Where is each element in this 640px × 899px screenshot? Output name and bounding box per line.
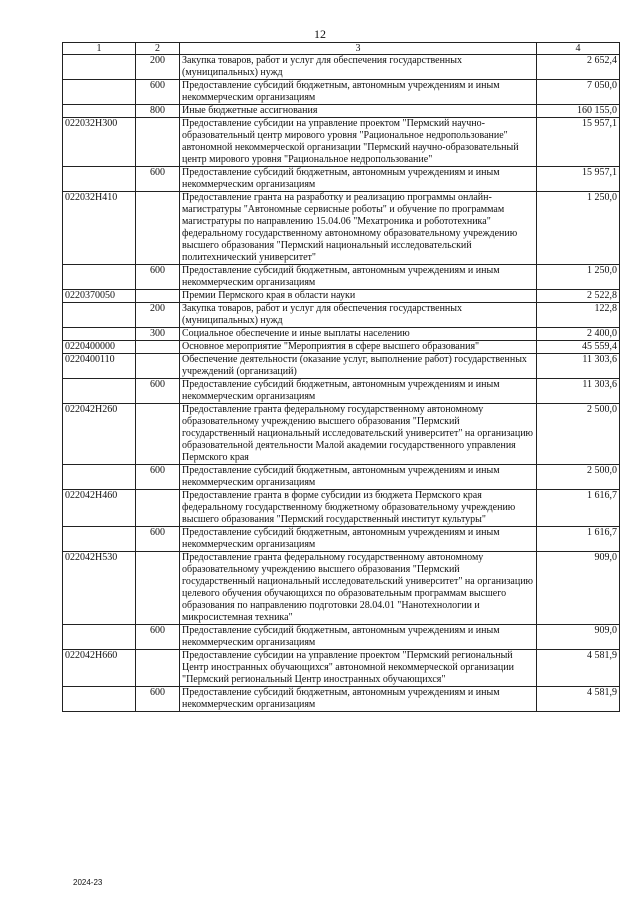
row-expense-type: 600	[136, 379, 180, 404]
table-row	[63, 265, 620, 290]
row-amount: 1 616,7	[537, 490, 620, 527]
row-description: Предоставление субсидий бюджетным, автономным учреждениям и иным некоммерческим организациям	[180, 465, 537, 490]
row-description: Предоставление гранта федеральному государственному автономному образовательному учреждению высшего образования "Пермский государственный национальный исследовательский университет" на организацию образовательной деятельности Малой академии государственного управления Пермского края	[180, 404, 537, 465]
row-expense-type: 200	[136, 55, 180, 80]
row-expense-type	[136, 341, 180, 354]
table-row	[63, 379, 620, 404]
table-row	[63, 55, 620, 80]
row-description: Предоставление субсидий бюджетным, автономным учреждениям и иным некоммерческим организациям	[180, 625, 537, 650]
table-row	[63, 290, 620, 303]
table-row	[63, 192, 620, 265]
row-description: Иные бюджетные ассигнования	[180, 105, 537, 118]
row-code	[63, 167, 136, 192]
row-code	[63, 465, 136, 490]
row-expense-type	[136, 552, 180, 625]
row-description: Предоставление субсидий бюджетным, автономным учреждениям и иным некоммерческим организациям	[180, 527, 537, 552]
row-expense-type: 600	[136, 527, 180, 552]
row-code: 0220400110	[63, 354, 136, 379]
row-code	[63, 265, 136, 290]
table-row	[63, 527, 620, 552]
row-code: 022042Н530	[63, 552, 136, 625]
row-code: 022042Н260	[63, 404, 136, 465]
table-row	[63, 490, 620, 527]
row-expense-type	[136, 490, 180, 527]
row-description: Социальное обеспечение и иные выплаты населению	[180, 328, 537, 341]
row-expense-type: 600	[136, 625, 180, 650]
table-row	[63, 80, 620, 105]
row-description: Предоставление субсидий бюджетным, автономным учреждениям и иным некоммерческим организациям	[180, 167, 537, 192]
table-row	[63, 167, 620, 192]
table-row	[63, 465, 620, 490]
header-row	[63, 43, 620, 55]
row-amount: 15 957,1	[537, 167, 620, 192]
row-description: Предоставление субсидий бюджетным, автономным учреждениям и иным некоммерческим организациям	[180, 379, 537, 404]
row-description: Премии Пермского края в области науки	[180, 290, 537, 303]
row-expense-type	[136, 650, 180, 687]
row-code: 022032Н410	[63, 192, 136, 265]
row-expense-type	[136, 118, 180, 167]
row-expense-type: 300	[136, 328, 180, 341]
row-code: 0220400000	[63, 341, 136, 354]
row-amount: 1 250,0	[537, 265, 620, 290]
row-amount: 2 500,0	[537, 404, 620, 465]
header-col-2: 2	[136, 43, 180, 55]
row-expense-type: 600	[136, 167, 180, 192]
table-row	[63, 625, 620, 650]
document-footer-code: 2024-23	[73, 878, 103, 887]
row-code: 0220370050	[63, 290, 136, 303]
row-code	[63, 527, 136, 552]
row-expense-type: 600	[136, 687, 180, 712]
table-row	[63, 404, 620, 465]
row-description: Предоставление субсидий бюджетным, автономным учреждениям и иным некоммерческим организациям	[180, 265, 537, 290]
row-description: Предоставление субсидии на управление проектом "Пермский региональный Центр иностранных обучающихся" автономной некоммерческой организации "Пермский региональный Центр иностранных обучающихся"	[180, 650, 537, 687]
row-code	[63, 379, 136, 404]
row-code: 022032Н300	[63, 118, 136, 167]
table-row	[63, 328, 620, 341]
row-amount: 11 303,6	[537, 379, 620, 404]
row-amount: 4 581,9	[537, 650, 620, 687]
row-code	[63, 687, 136, 712]
row-amount: 45 559,4	[537, 341, 620, 354]
row-description: Предоставление гранта в форме субсидии из бюджета Пермского края федеральному государственному бюджетному образовательному учреждению высшего образования "Пермский государственный институт культуры"	[180, 490, 537, 527]
row-code	[63, 80, 136, 105]
row-code	[63, 328, 136, 341]
row-amount: 160 155,0	[537, 105, 620, 118]
row-amount: 4 581,9	[537, 687, 620, 712]
row-amount: 15 957,1	[537, 118, 620, 167]
row-description: Предоставление субсидий бюджетным, автономным учреждениям и иным некоммерческим организациям	[180, 687, 537, 712]
row-expense-type	[136, 354, 180, 379]
table-row	[63, 105, 620, 118]
row-expense-type	[136, 290, 180, 303]
table-row	[63, 354, 620, 379]
row-description: Предоставление гранта федеральному государственному автономному образовательному учреждению высшего образования "Пермский государственный национальный исследовательский университет" на организацию целевого обучения обучающихся по образовательным программам высшего образования по направлению подготовки 28.04.01 "Нанотехнологии и микросистемная техника"	[180, 552, 537, 625]
row-expense-type	[136, 404, 180, 465]
row-amount: 7 050,0	[537, 80, 620, 105]
row-amount: 122,8	[537, 303, 620, 328]
table-row	[63, 303, 620, 328]
row-description: Закупка товаров, работ и услуг для обеспечения государственных (муниципальных) нужд	[180, 303, 537, 328]
row-amount: 909,0	[537, 552, 620, 625]
header-col-3: 3	[180, 43, 537, 55]
header-col-1: 1	[63, 43, 136, 55]
table-row	[63, 341, 620, 354]
row-amount: 2 500,0	[537, 465, 620, 490]
row-description: Предоставление гранта на разработку и реализацию программы онлайн-магистратуры "Автономные сервисные роботы" и обучение по программам магистратуры по направлению 15.04.06 "Мехатроника и робототехника" федеральному государственному автономному образовательному учреждению высшего образования "Пермский национальный исследовательский политехнический университет"	[180, 192, 537, 265]
row-expense-type: 600	[136, 265, 180, 290]
row-code: 022042Н460	[63, 490, 136, 527]
row-amount: 1 616,7	[537, 527, 620, 552]
table-row	[63, 650, 620, 687]
row-expense-type: 800	[136, 105, 180, 118]
row-amount: 11 303,6	[537, 354, 620, 379]
table-row	[63, 687, 620, 712]
row-description: Закупка товаров, работ и услуг для обеспечения государственных (муниципальных) нужд	[180, 55, 537, 80]
row-expense-type: 200	[136, 303, 180, 328]
budget-table	[62, 42, 620, 712]
row-code	[63, 625, 136, 650]
row-description: Предоставление субсидий бюджетным, автономным учреждениям и иным некоммерческим организациям	[180, 80, 537, 105]
page-number: 12	[314, 27, 326, 41]
row-expense-type: 600	[136, 465, 180, 490]
row-amount: 1 250,0	[537, 192, 620, 265]
row-description: Основное мероприятие "Мероприятия в сфере высшего образования"	[180, 341, 537, 354]
row-amount: 2 522,8	[537, 290, 620, 303]
row-amount: 2 400,0	[537, 328, 620, 341]
header-col-4: 4	[537, 43, 620, 55]
table-row	[63, 118, 620, 167]
row-expense-type: 600	[136, 80, 180, 105]
table-body	[63, 55, 620, 712]
row-description: Обеспечение деятельности (оказание услуг, выполнение работ) государственных учреждений (организаций)	[180, 354, 537, 379]
row-amount: 2 652,4	[537, 55, 620, 80]
table-row	[63, 552, 620, 625]
row-description: Предоставление субсидии на управление проектом "Пермский научно-образовательный центр мирового уровня "Рациональное недропользование" автономной некоммерческой организации "Пермский научно-образовательный центр мирового уровня "Рациональное недропользование"	[180, 118, 537, 167]
row-expense-type	[136, 192, 180, 265]
row-code	[63, 55, 136, 80]
row-code	[63, 303, 136, 328]
row-amount: 909,0	[537, 625, 620, 650]
row-code	[63, 105, 136, 118]
row-code: 022042Н660	[63, 650, 136, 687]
